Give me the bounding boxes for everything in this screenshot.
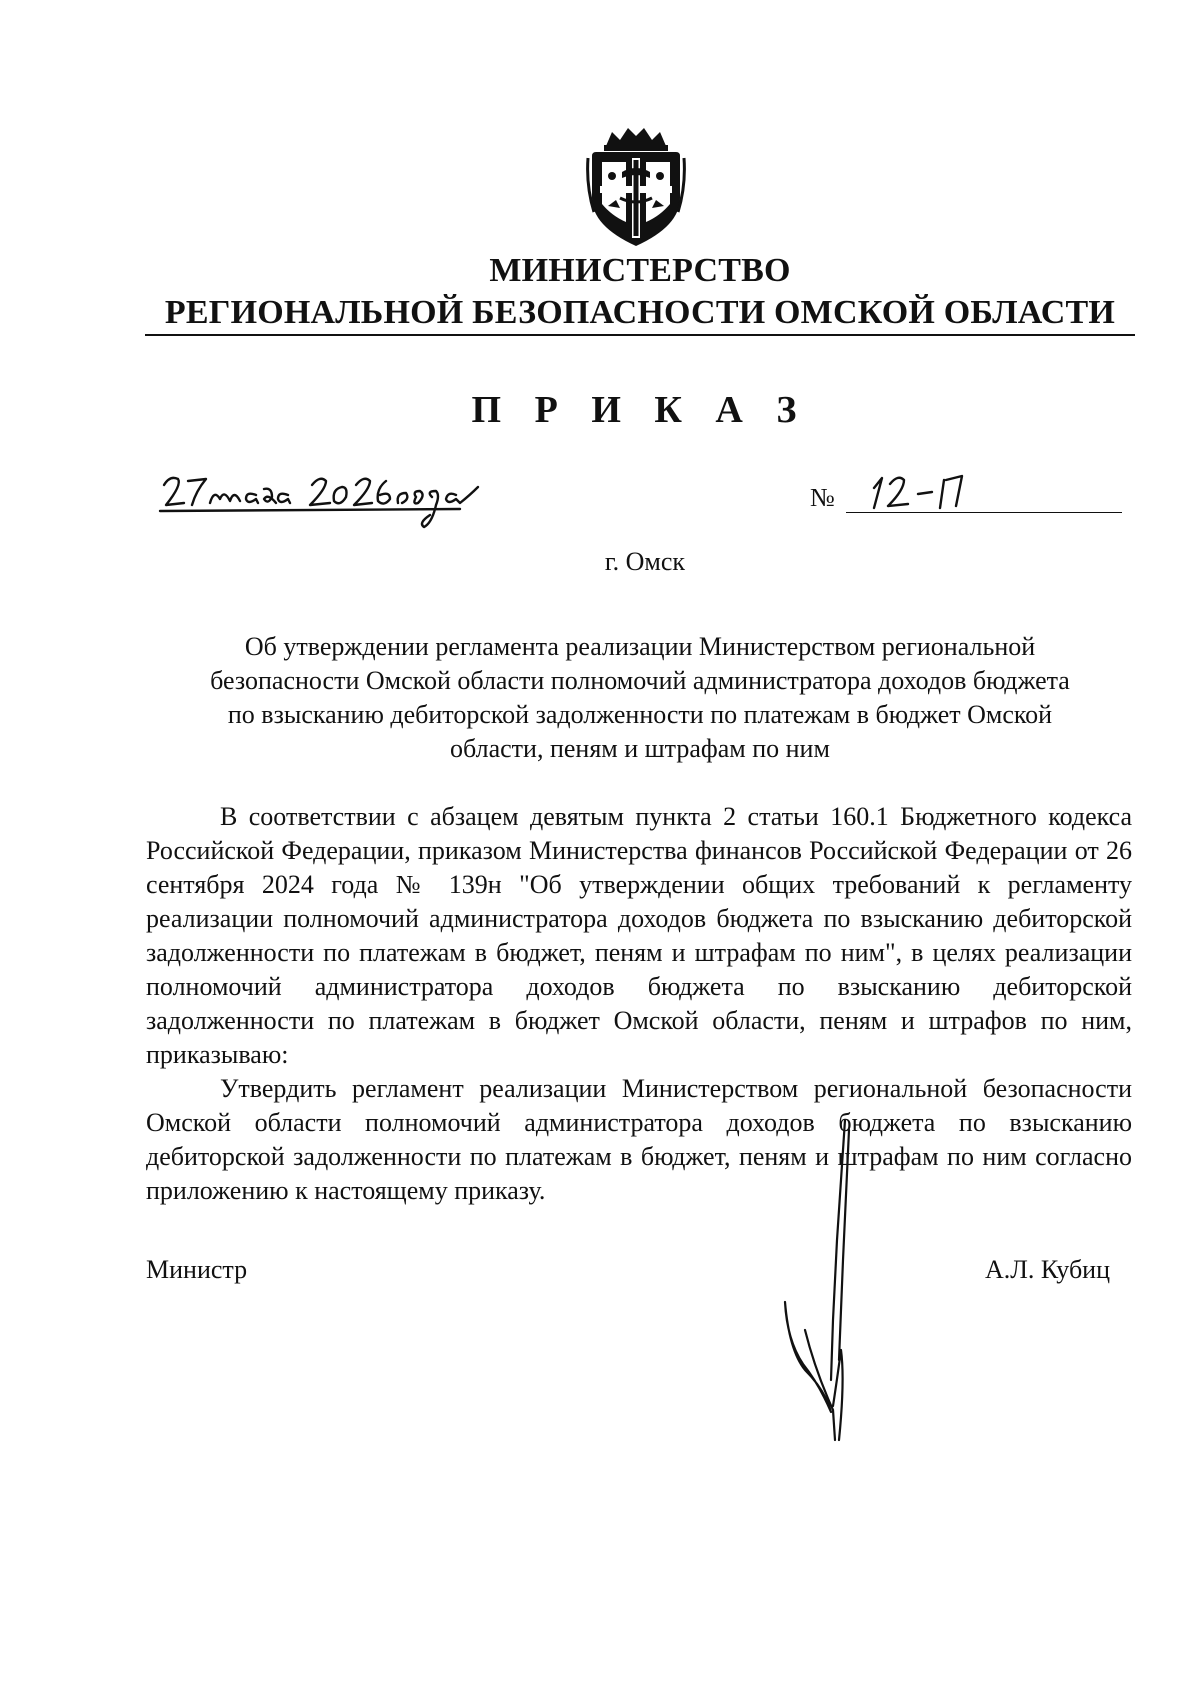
- subject-line: по взысканию дебиторской задолженности по платежам в бюджет Омской: [227, 700, 1053, 729]
- document-subject: [145, 630, 1135, 766]
- city: г. Омск: [604, 547, 686, 576]
- handwritten-date: [160, 465, 520, 535]
- subject-line: области, пеням и штрафам по ним: [450, 734, 830, 763]
- number-label: №: [810, 483, 835, 512]
- document-body: [146, 800, 1132, 1208]
- organization-name-line-1: МИНИСТЕРСТВО: [489, 252, 791, 289]
- handwritten-number: [860, 470, 1000, 520]
- body-paragraph: В соответствии с абзацем девятым пункта 2 статьи 160.1 Бюджетного кодекса Российской Федерации, приказом Министерства финансов Российской Федерации от 26 сентября 2024 года № 139н "Об утверждении общих требований к регламенту реализации полномочий администратора доходов бюджета по взысканию дебиторской задолженности по платежам в бюджет, пеням и штрафам по ним", в целях реализации полномочий администратора доходов бюджета по взысканию дебиторской задолженности по платежам в бюджет Омской области, пеням и штрафов по ним, приказываю:: [146, 802, 1132, 1069]
- header-rule: [145, 334, 1135, 336]
- document-type-heading: П Р И К А З: [471, 389, 809, 431]
- subject-line: Об утверждении регламента реализации Министерством региональной: [244, 632, 1036, 661]
- coat-of-arms-emblem: [586, 126, 686, 250]
- signatory-title: Министр: [146, 1255, 248, 1284]
- organization-name-line-2: РЕГИОНАЛЬНОЙ БЕЗОПАСНОСТИ ОМСКОЙ ОБЛАСТИ: [164, 294, 1116, 331]
- signatory-name: А.Л. Кубиц: [985, 1255, 1111, 1284]
- handwritten-signature: [775, 1180, 875, 1480]
- body-paragraph: Утвердить регламент реализации Министерством региональной безопасности Омской области полномочий администратора доходов бюджета по взысканию дебиторской задолженности по платежам в бюджет, пеням и штрафам по ним согласно приложению к настоящему приказу.: [146, 1074, 1132, 1205]
- subject-line: безопасности Омской области полномочий администратора доходов бюджета: [210, 666, 1070, 695]
